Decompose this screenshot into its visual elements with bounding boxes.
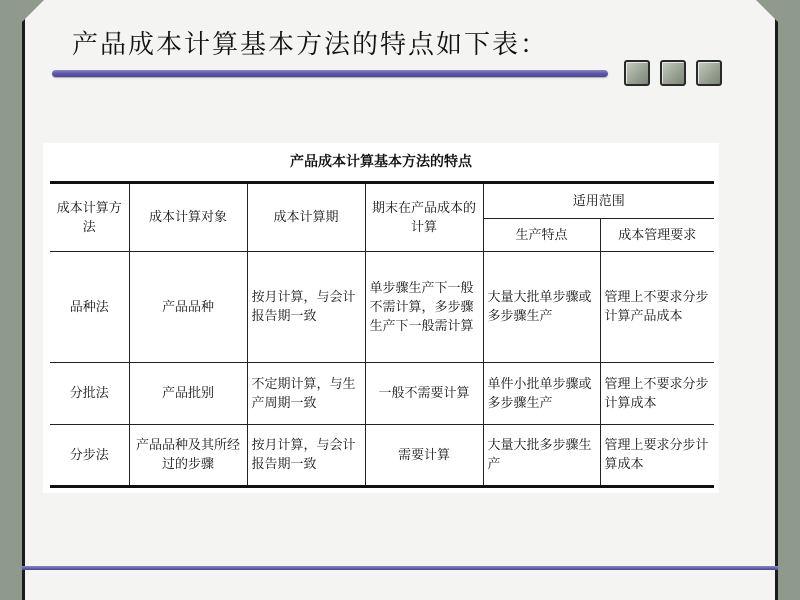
square-button-1[interactable] [624, 60, 650, 86]
cell-period: 按月计算，与会计报告期一致 [247, 425, 365, 487]
header-production: 生产特点 [483, 219, 600, 252]
header-period: 成本计算期 [247, 183, 365, 252]
cell-object: 产品品种及其所经过的步骤 [129, 425, 247, 487]
cell-end-calc: 需要计算 [365, 425, 483, 487]
table-row [50, 425, 714, 487]
cell-production: 大量大批单步骤或多步骤生产 [483, 252, 600, 363]
cell-object: 产品批别 [129, 363, 247, 425]
table-row [50, 363, 714, 425]
cell-method: 分步法 [50, 425, 129, 487]
square-button-2[interactable] [660, 60, 686, 86]
square-button-3[interactable] [696, 60, 722, 86]
header-method: 成本计算方法 [50, 183, 129, 252]
table-image [43, 143, 719, 493]
cell-period: 不定期计算，与生产周期一致 [247, 363, 365, 425]
header-management: 成本管理要求 [600, 219, 714, 252]
cell-production: 单件小批单步骤或多步骤生产 [483, 363, 600, 425]
table-row [50, 252, 714, 363]
cell-object: 产品品种 [129, 252, 247, 363]
title-underline [52, 70, 608, 77]
methods-table [50, 181, 714, 488]
header-scope: 适用范围 [483, 183, 714, 219]
cell-management: 管理上不要求分步计算成本 [600, 363, 714, 425]
header-object: 成本计算对象 [129, 183, 247, 252]
slide-controls [624, 60, 722, 86]
header-end-calc: 期末在产品成本的计算 [365, 183, 483, 252]
cell-end-calc: 一般不需要计算 [365, 363, 483, 425]
cell-method: 分批法 [50, 363, 129, 425]
header-row [50, 183, 714, 219]
cell-management: 管理上要求分步计算成本 [600, 425, 714, 487]
bottom-divider [22, 566, 778, 570]
cell-period: 按月计算，与会计报告期一致 [247, 252, 365, 363]
cell-management: 管理上不要求分步计算产品成本 [600, 252, 714, 363]
cell-end-calc: 单步骤生产下一般不需计算，多步骤生产下一般需计算 [365, 252, 483, 363]
cell-method: 品种法 [50, 252, 129, 363]
cell-production: 大量大批多步骤生产 [483, 425, 600, 487]
slide-title: 产品成本计算基本方法的特点如下表： [72, 30, 549, 60]
table-caption: 产品成本计算基本方法的特点 [290, 154, 472, 170]
